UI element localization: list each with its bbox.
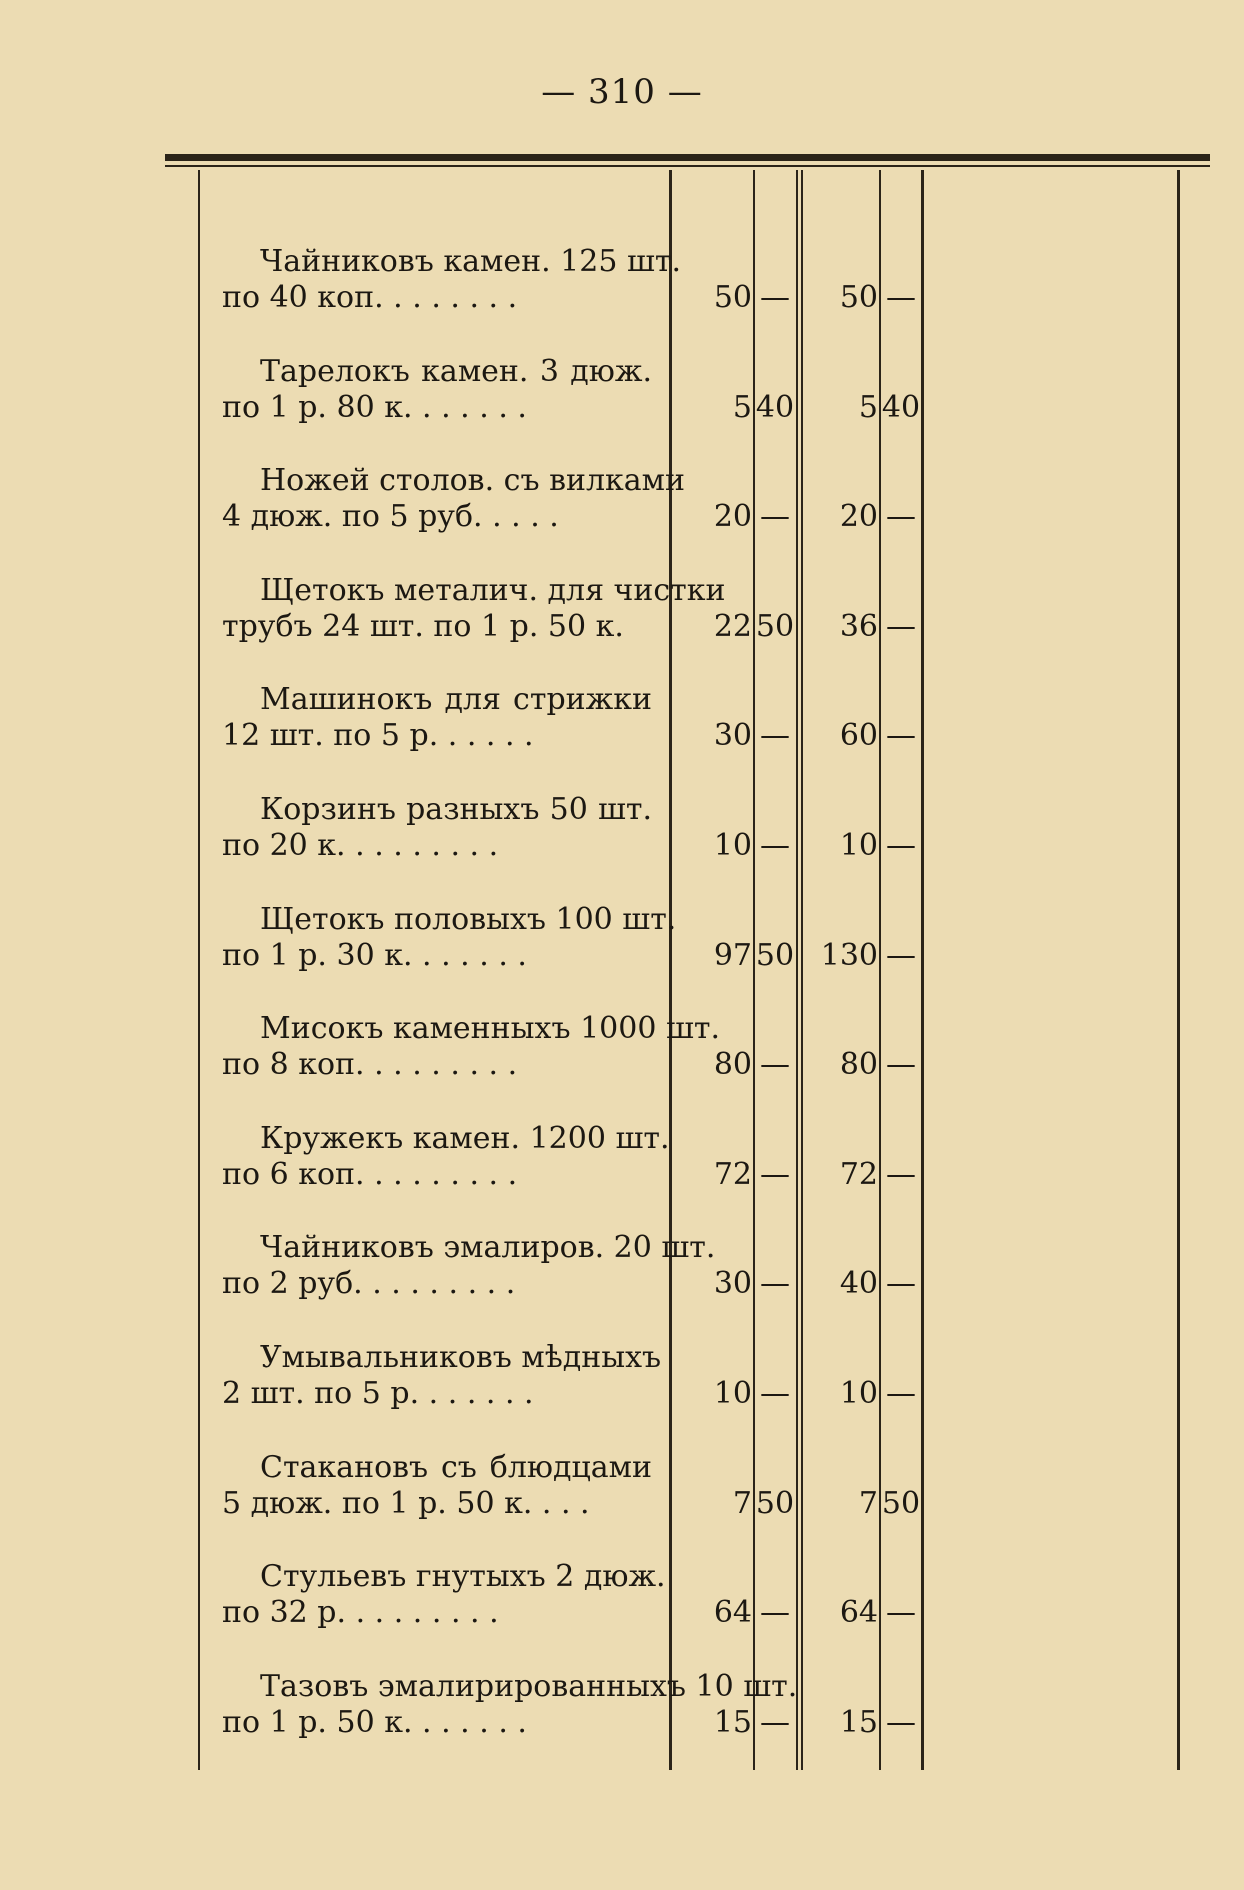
top-rule-thin — [165, 165, 1210, 167]
sum2-rubles: 72 — [839, 1157, 878, 1192]
sum2-rubles: 36 — [839, 609, 878, 644]
item-description-line2: по 1 р. 50 к. . . . . . . — [222, 1705, 527, 1740]
item-description-line2: по 20 к. . . . . . . . . — [222, 828, 499, 863]
item-description-line1: Тарелокъ камен. 3 дюж. — [260, 354, 652, 389]
table-row — [0, 792, 1244, 892]
table-row — [0, 1669, 1244, 1769]
table-row — [0, 1340, 1244, 1440]
page-number: — 310 — — [541, 72, 703, 112]
sum2-kopecks: — — [886, 718, 916, 753]
sum2-rubles: 5 — [858, 390, 878, 425]
table-row — [0, 573, 1244, 673]
item-description — [222, 573, 726, 645]
sum2-kopecks: — — [886, 828, 916, 863]
sum2-kopecks: — — [886, 1047, 916, 1082]
item-description — [222, 1340, 662, 1412]
sum2-kopecks: — — [886, 280, 916, 315]
item-description-line1: Тазовъ эмалирированныхъ 10 шт. — [260, 1669, 798, 1704]
sum1-rubles: 10 — [713, 828, 752, 863]
sum1-rubles: 22 — [713, 609, 752, 644]
item-description-line2: по 6 коп. . . . . . . . . — [222, 1157, 518, 1192]
sum1-kopecks: — — [760, 1266, 790, 1301]
sum2-rubles: 40 — [839, 1266, 878, 1301]
sum1-rubles: 50 — [713, 280, 752, 315]
sum1-kopecks: — — [760, 1705, 790, 1740]
sum1-kopecks: 50 — [755, 938, 795, 973]
top-rule — [165, 154, 1210, 161]
item-description-line1: Чайниковъ камен. 125 шт. — [260, 244, 681, 279]
table-row — [0, 1559, 1244, 1659]
sum2-rubles: 7 — [858, 1486, 878, 1521]
sum2-kopecks: — — [886, 1157, 916, 1192]
sum2-rubles: 10 — [839, 1376, 878, 1411]
sum1-kopecks: — — [760, 718, 790, 753]
item-description — [222, 682, 652, 754]
item-description — [222, 1450, 652, 1522]
sum1-kopecks: — — [760, 1376, 790, 1411]
item-description — [222, 244, 681, 316]
sum2-kopecks: — — [886, 1266, 916, 1301]
sum2-kopecks: 40 — [881, 390, 921, 425]
item-description-line2: по 40 коп. . . . . . . . — [222, 280, 518, 315]
sum1-rubles: 30 — [713, 718, 752, 753]
sum2-rubles: 64 — [839, 1595, 878, 1630]
sum2-kopecks: — — [886, 1376, 916, 1411]
sum2-kopecks: — — [886, 938, 916, 973]
sum1-rubles: 20 — [713, 499, 752, 534]
sum2-rubles: 15 — [839, 1705, 878, 1740]
item-description-line1: Щетокъ половыхъ 100 шт. — [260, 902, 677, 937]
item-description-line1: Машинокъ для стрижки — [260, 682, 652, 717]
item-description — [222, 792, 652, 864]
item-description — [222, 1559, 666, 1631]
sum1-rubles: 97 — [713, 938, 752, 973]
item-description — [222, 1121, 670, 1193]
item-description-line1: Мисокъ каменныхъ 1000 шт. — [260, 1011, 720, 1046]
sum1-rubles: 30 — [713, 1266, 752, 1301]
sum1-kopecks: — — [760, 1047, 790, 1082]
item-description-line2: по 1 р. 80 к. . . . . . . — [222, 390, 527, 425]
sum1-rubles: 15 — [713, 1705, 752, 1740]
table-row — [0, 1011, 1244, 1111]
sum1-rubles: 72 — [713, 1157, 752, 1192]
table-row — [0, 902, 1244, 1002]
item-description-line2: по 8 коп. . . . . . . . . — [222, 1047, 518, 1082]
sum2-rubles: 80 — [839, 1047, 878, 1082]
item-description-line1: Корзинъ разныхъ 50 шт. — [260, 792, 652, 827]
sum2-kopecks: — — [886, 499, 916, 534]
item-description — [222, 354, 652, 426]
item-description-line2: 4 дюж. по 5 руб. . . . . — [222, 499, 559, 534]
item-description-line1: Стакановъ съ блюдцами — [260, 1450, 652, 1485]
table-row — [0, 1230, 1244, 1330]
sum1-rubles: 5 — [732, 390, 752, 425]
sum2-rubles: 60 — [839, 718, 878, 753]
sum2-rubles: 130 — [820, 938, 878, 973]
table-row — [0, 244, 1244, 344]
sum1-rubles: 7 — [732, 1486, 752, 1521]
item-description-line2: по 2 руб. . . . . . . . . — [222, 1266, 516, 1301]
item-description — [222, 902, 677, 974]
sum1-kopecks: — — [760, 499, 790, 534]
sum1-rubles: 10 — [713, 1376, 752, 1411]
item-description-line1: Ножей столов. съ вилками — [260, 463, 685, 498]
item-description-line1: Щетокъ металич. для чистки — [260, 573, 726, 608]
item-description-line1: Стульевъ гнутыхъ 2 дюж. — [260, 1559, 666, 1594]
item-description — [222, 1011, 720, 1083]
table-row — [0, 1121, 1244, 1221]
sum1-kopecks: — — [760, 1157, 790, 1192]
item-description-line2: по 32 р. . . . . . . . . — [222, 1595, 499, 1630]
table-row — [0, 354, 1244, 454]
sum1-kopecks: — — [760, 280, 790, 315]
sum1-rubles: 80 — [713, 1047, 752, 1082]
sum1-kopecks: — — [760, 828, 790, 863]
sum1-kopecks: 40 — [755, 390, 795, 425]
item-description-line2: 2 шт. по 5 р. . . . . . . — [222, 1376, 534, 1411]
sum2-kopecks: 50 — [881, 1486, 921, 1521]
table-row — [0, 463, 1244, 563]
sum2-kopecks: — — [886, 1595, 916, 1630]
sum2-rubles: 10 — [839, 828, 878, 863]
sum1-rubles: 64 — [713, 1595, 752, 1630]
sum2-rubles: 50 — [839, 280, 878, 315]
table-row — [0, 1450, 1244, 1550]
sum2-rubles: 20 — [839, 499, 878, 534]
item-description-line1: Чайниковъ эмалиров. 20 шт. — [260, 1230, 716, 1265]
item-description — [222, 463, 685, 535]
item-description-line2: 12 шт. по 5 р. . . . . . — [222, 718, 534, 753]
sum1-kopecks: 50 — [755, 1486, 795, 1521]
table-row — [0, 682, 1244, 782]
sum2-kopecks: — — [886, 609, 916, 644]
sum2-kopecks: — — [886, 1705, 916, 1740]
sum1-kopecks: 50 — [755, 609, 795, 644]
item-description-line2: 5 дюж. по 1 р. 50 к. . . . — [222, 1486, 590, 1521]
item-description-line1: Умывальниковъ мѣдныхъ — [260, 1340, 662, 1375]
item-description-line2: по 1 р. 30 к. . . . . . . — [222, 938, 527, 973]
item-description-line2: трубъ 24 шт. по 1 р. 50 к. — [222, 609, 624, 644]
sum1-kopecks: — — [760, 1595, 790, 1630]
item-description — [222, 1230, 716, 1302]
item-description-line1: Кружекъ камен. 1200 шт. — [260, 1121, 670, 1156]
